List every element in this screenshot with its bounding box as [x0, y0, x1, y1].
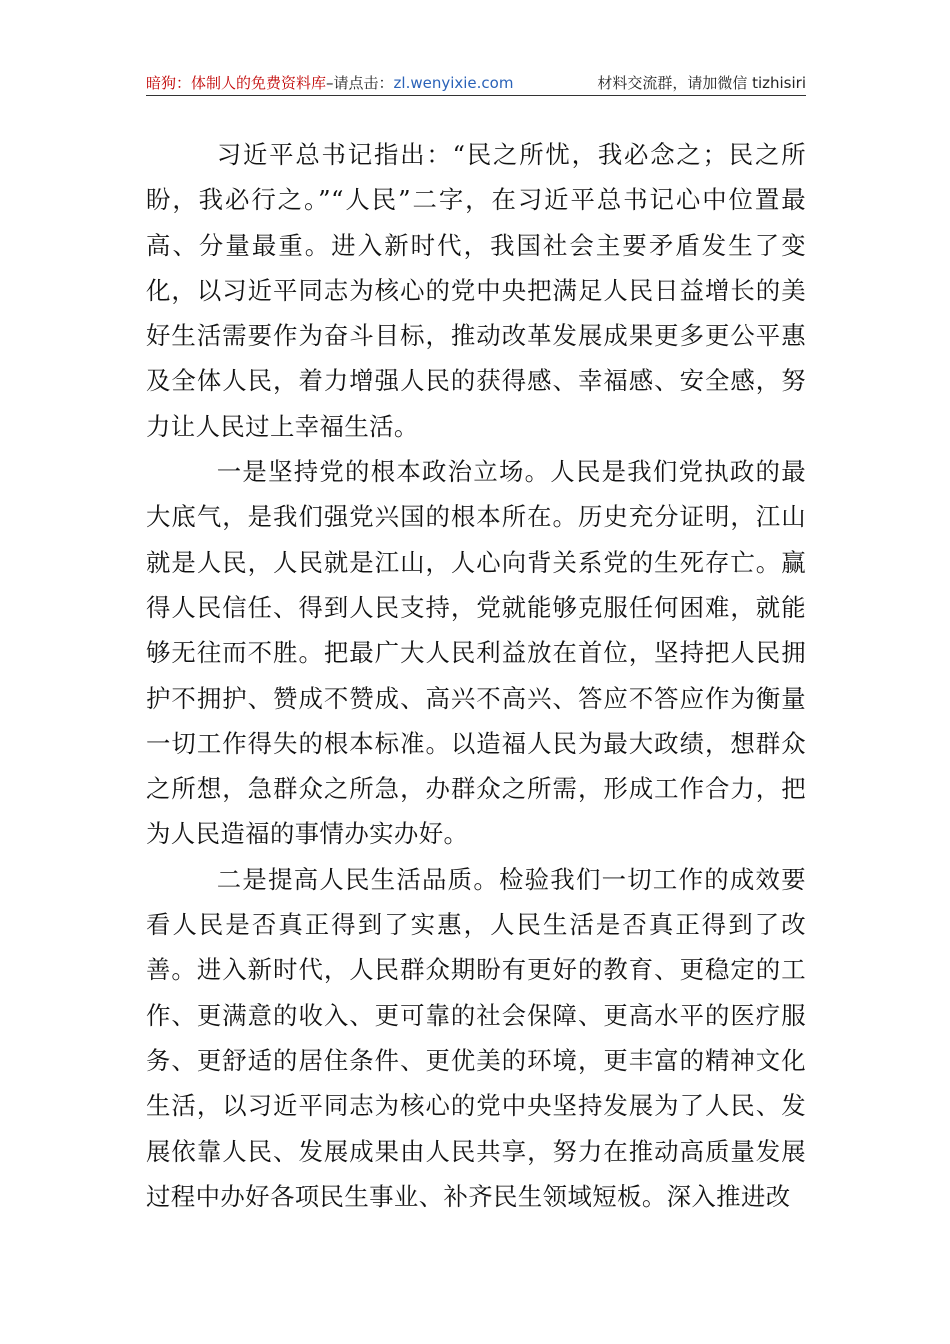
header-divider: [146, 95, 806, 96]
paragraph-point-two: 二是提高人民生活品质。检验我们一切工作的成效要看人民是否真正得到了实惠，人民生活是否真正得到了改善。进入新时代，人民群众期盼有更好的教育、更稳定的工作、更满意的收入、更可靠的社会保障、更高水平的医疗服务、更舒适的居住条件、更优美的环境，更丰富的精神文化生活，以习近平同志为核心的党中央坚持发展为了人民、发展依靠人民、发展成果由人民共享，努力在推动高质量发展过程中办好各项民生事业、补齐民生领域短板。深入推进改: [146, 864, 806, 1211]
document-body: [146, 132, 806, 1219]
paragraph-point-one: 一是坚持党的根本政治立场。人民是我们党执政的最大底气，是我们强党兴国的根本所在。历史充分证明，江山就是人民，人民就是江山，人心向背关系党的生死存亡。赢得人民信任、得到人民支持，党就能够克服任何困难，就能够无往而不胜。把最广大人民利益放在首位，坚持把人民拥护不拥护、赞成不赞成、高兴不高兴、答应不答应作为衡量一切工作得失的根本标准。以造福人民为最大政绩，想群众之所想，急群众之所急，办群众之所需，形成工作合力，把为人民造福的事情办实办好。: [146, 457, 806, 849]
header-separator: –请点击：: [326, 73, 394, 92]
header-url-link[interactable]: zl.wenyixie.com: [393, 73, 514, 92]
header-wechat-text: 材料交流群，请加微信 tizhisiri: [597, 73, 806, 92]
header-promo-group: [146, 72, 513, 93]
header-promo-text: 暗狗：体制人的免费资料库: [146, 73, 327, 92]
paragraph-intro: 习近平总书记指出：“民之所忧，我必念之；民之所盼，我必行之。”“人民”二字，在习近平总书记心中位置最高、分量最重。进入新时代，我国社会主要矛盾发生了变化，以习近平同志为核心的党中央把满足人民日益增长的美好生活需要作为奋斗目标，推动改革发展成果更多更公平惠及全体人民，着力增强人民的获得感、幸福感、安全感，努力让人民过上幸福生活。: [146, 140, 806, 441]
page-header: [146, 70, 806, 94]
